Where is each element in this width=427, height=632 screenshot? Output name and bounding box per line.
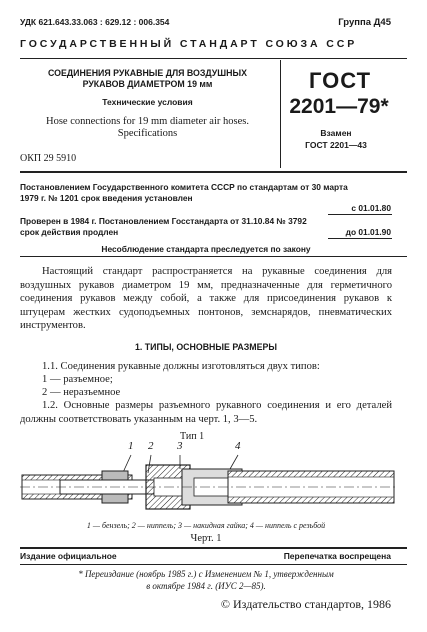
footer-rule xyxy=(20,547,407,549)
header-rule xyxy=(20,58,407,59)
decree-line1: Постановлением Государственного комитета СССР по стандартам от 30 марта xyxy=(20,182,348,192)
figure-type-label: Тип 1 xyxy=(180,431,205,442)
title-block-bottom-rule xyxy=(20,171,407,173)
okp-code: ОКП 29 5910 xyxy=(20,153,77,164)
revision-line1: Проверен в 1984 г. Постановлением Госстандарта от 31.10.84 № 3792 xyxy=(20,216,307,226)
hose-connection-drawing xyxy=(20,445,400,517)
revision-text xyxy=(20,216,392,238)
type-1-item: 1 — разъемное; xyxy=(42,374,113,385)
reissue-note-line2: в октябре 1984 г. (ИУС 2—85). xyxy=(146,581,266,591)
copyright: © Издательство стандартов, 1986 xyxy=(220,597,391,611)
english-title-line1: Hose connections for 19 mm diameter air hoses. xyxy=(46,116,249,127)
title-block xyxy=(20,60,275,140)
replaced-label: Взамен xyxy=(320,128,352,138)
state-standard-banner: ГОСУДАРСТВЕННЫЙ СТАНДАРТ СОЮЗА ССР xyxy=(20,38,358,50)
document-title-line1: СОЕДИНЕНИЯ РУКАВНЫЕ ДЛЯ ВОЗДУШНЫХ xyxy=(48,68,247,78)
decree-text xyxy=(20,182,392,204)
title-divider xyxy=(280,60,282,168)
gost-label: ГОСТ xyxy=(308,68,372,93)
callout-2: 2 xyxy=(148,440,154,452)
intro-paragraph: Настоящий стандарт распространяется на рукавные соединения для воздушных рукавов диаметром 19 мм, предназначенные для герметичного соединения рукавов между собой, а также для присоединения рукавов к штуцерам жестких судоподъемных понтонов, земснарядов, пневматических инструментов. xyxy=(20,266,392,332)
english-title-line2: Specifications xyxy=(117,128,178,139)
drawing-number: Черт. 1 xyxy=(190,533,222,544)
reissue-note xyxy=(20,568,392,592)
document-subtitle: Технические условия xyxy=(102,97,193,107)
figure-caption: 1 — бензель; 2 — ниппель; 3 — накидная гайка; 4 — ниппель с резьбой xyxy=(86,521,326,530)
extension-date: до 01.01.90 xyxy=(345,227,391,237)
document-title-line2: РУКАВОВ ДИАМЕТРОМ 19 мм xyxy=(82,79,213,89)
effective-date: с 01.01.80 xyxy=(351,203,391,213)
udk-code: УДК 621.643.33.063 : 629.12 : 006.354 xyxy=(20,17,170,27)
official-edition: Издание официальное xyxy=(20,551,117,561)
section-heading: 1. ТИПЫ, ОСНОВНЫЕ РАЗМЕРЫ xyxy=(135,342,277,352)
footer-rule-lower xyxy=(20,564,407,565)
extension-date-rule xyxy=(328,238,392,239)
group-code: Группа Д45 xyxy=(338,17,391,28)
callout-1: 1 xyxy=(128,440,134,452)
revision-line2: срок действия продлен xyxy=(20,227,119,237)
reissue-note-line1: * Переиздание (ноябрь 1985 г.) с Изменением № 1, утвержденным xyxy=(78,569,334,579)
legal-warning: Несоблюдение стандарта преследуется по закону xyxy=(101,244,311,254)
clause-1-1: 1.1. Соединения рукавные должны изготовляться двух типов: xyxy=(42,361,320,372)
decree-line2: 1979 г. № 1201 срок введения установлен xyxy=(20,193,193,203)
callout-3: 3 xyxy=(177,440,183,452)
callout-4: 4 xyxy=(235,440,241,452)
clause-1-2: 1.2. Основные размеры разъемного рукавного соединения и его деталей должны соответствовать указанным на черт. 1, 3—5. xyxy=(20,400,392,425)
effective-date-rule xyxy=(328,214,392,215)
decree-bottom-rule xyxy=(20,256,407,257)
replaced-standard: ГОСТ 2201—43 xyxy=(305,140,367,150)
type-2-item: 2 — неразъемное xyxy=(42,387,121,398)
reprint-prohibited: Перепечатка воспрещена xyxy=(283,551,391,561)
gost-number: 2201—79* xyxy=(289,95,389,118)
